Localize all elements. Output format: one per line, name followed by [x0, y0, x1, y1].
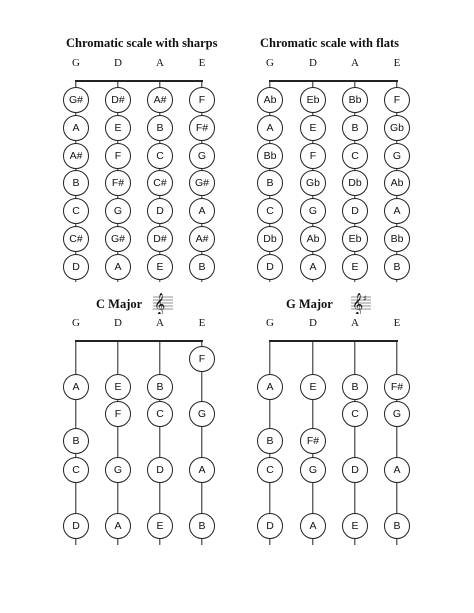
fingerboard: [76, 80, 202, 282]
note-circle: Ab: [384, 170, 410, 196]
note-circle: A: [189, 457, 215, 483]
string-label-d: D: [309, 57, 317, 69]
svg-text:𝄞: 𝄞: [352, 293, 364, 314]
note-circle: D#: [105, 87, 131, 113]
note-circle: E: [342, 254, 368, 280]
note-circle: A#: [189, 226, 215, 252]
note-circle: E: [147, 513, 173, 539]
note-circle: C: [147, 143, 173, 169]
note-circle: G#: [189, 170, 215, 196]
string-label-d: D: [114, 57, 122, 69]
note-circle: Eb: [342, 226, 368, 252]
note-circle: G: [384, 401, 410, 427]
string-label-g: G: [266, 317, 274, 329]
string-label-d: D: [114, 317, 122, 329]
note-circle: E: [342, 513, 368, 539]
note-circle: A: [300, 254, 326, 280]
note-circle: A#: [63, 143, 89, 169]
note-circle: Db: [257, 226, 283, 252]
note-circle: G: [105, 457, 131, 483]
note-circle: B: [384, 513, 410, 539]
note-circle: F: [189, 346, 215, 372]
note-circle: E: [105, 115, 131, 141]
note-circle: D: [147, 457, 173, 483]
note-circle: F#: [189, 115, 215, 141]
note-circle: C: [342, 401, 368, 427]
chart-title: Chromatic scale with sharps: [66, 36, 218, 50]
nut-line: [75, 80, 204, 82]
nut-line: [269, 80, 399, 82]
fingerboard: [76, 340, 202, 545]
note-circle: B: [147, 115, 173, 141]
note-circle: B: [189, 513, 215, 539]
string-label-e: E: [198, 317, 206, 329]
nut-line: [269, 340, 399, 342]
note-circle: G: [189, 143, 215, 169]
note-circle: F#: [300, 428, 326, 454]
note-circle: Ab: [300, 226, 326, 252]
note-circle: A: [189, 198, 215, 224]
note-circle: C: [342, 143, 368, 169]
nut-line: [75, 340, 204, 342]
note-circle: A: [384, 198, 410, 224]
note-circle: C: [257, 457, 283, 483]
string-label-e: E: [393, 57, 401, 69]
fingerboard: [270, 340, 397, 545]
note-circle: B: [63, 428, 89, 454]
note-circle: E: [300, 115, 326, 141]
chart-title: Chromatic scale with flats: [260, 36, 399, 50]
note-circle: A: [63, 374, 89, 400]
note-circle: A: [300, 513, 326, 539]
note-circle: B: [342, 115, 368, 141]
note-circle: G: [300, 198, 326, 224]
note-circle: B: [63, 170, 89, 196]
note-circle: E: [105, 374, 131, 400]
note-circle: B: [189, 254, 215, 280]
note-circle: E: [300, 374, 326, 400]
treble-clef-icon: [152, 292, 174, 314]
note-circle: C#: [63, 226, 89, 252]
string-label-a: A: [351, 317, 359, 329]
note-circle: B: [342, 374, 368, 400]
chart-title: G Major: [286, 297, 333, 311]
note-circle: Ab: [257, 87, 283, 113]
note-circle: G: [300, 457, 326, 483]
note-circle: A: [105, 254, 131, 280]
note-circle: F: [105, 143, 131, 169]
note-circle: A: [63, 115, 89, 141]
svg-text:♯: ♯: [363, 294, 367, 303]
note-circle: Eb: [300, 87, 326, 113]
string-label-g: G: [72, 317, 80, 329]
note-circle: F: [189, 87, 215, 113]
string-label-e: E: [198, 57, 206, 69]
note-circle: F: [105, 401, 131, 427]
note-circle: D: [342, 457, 368, 483]
note-circle: D: [257, 254, 283, 280]
note-circle: F: [300, 143, 326, 169]
note-circle: D: [63, 513, 89, 539]
string-label-a: A: [156, 317, 164, 329]
note-circle: A: [257, 374, 283, 400]
note-circle: A: [384, 457, 410, 483]
note-circle: B: [257, 170, 283, 196]
treble-clef-one-sharp-icon: [350, 292, 372, 314]
string-label-a: A: [351, 57, 359, 69]
chart-title: C Major: [96, 297, 143, 311]
string-label-e: E: [393, 317, 401, 329]
note-circle: G: [105, 198, 131, 224]
note-circle: F#: [384, 374, 410, 400]
note-circle: G: [384, 143, 410, 169]
note-circle: A: [257, 115, 283, 141]
note-circle: D: [342, 198, 368, 224]
note-circle: C#: [147, 170, 173, 196]
note-circle: D#: [147, 226, 173, 252]
string-label-a: A: [156, 57, 164, 69]
note-circle: A#: [147, 87, 173, 113]
note-circle: Bb: [257, 143, 283, 169]
note-circle: A: [105, 513, 131, 539]
note-circle: G#: [105, 226, 131, 252]
note-circle: B: [257, 428, 283, 454]
note-circle: D: [63, 254, 89, 280]
note-circle: C: [63, 198, 89, 224]
note-circle: B: [384, 254, 410, 280]
note-circle: D: [257, 513, 283, 539]
string-label-g: G: [266, 57, 274, 69]
fingerboard: [270, 80, 397, 282]
note-circle: E: [147, 254, 173, 280]
note-circle: Bb: [342, 87, 368, 113]
note-circle: C: [257, 198, 283, 224]
note-circle: B: [147, 374, 173, 400]
note-circle: F#: [105, 170, 131, 196]
note-circle: F: [384, 87, 410, 113]
note-circle: G#: [63, 87, 89, 113]
note-circle: Bb: [384, 226, 410, 252]
note-circle: Gb: [384, 115, 410, 141]
note-circle: Db: [342, 170, 368, 196]
note-circle: G: [189, 401, 215, 427]
note-circle: Gb: [300, 170, 326, 196]
note-circle: C: [147, 401, 173, 427]
string-label-g: G: [72, 57, 80, 69]
note-circle: D: [147, 198, 173, 224]
string-label-d: D: [309, 317, 317, 329]
note-circle: C: [63, 457, 89, 483]
svg-text:𝄞: 𝄞: [154, 293, 166, 314]
